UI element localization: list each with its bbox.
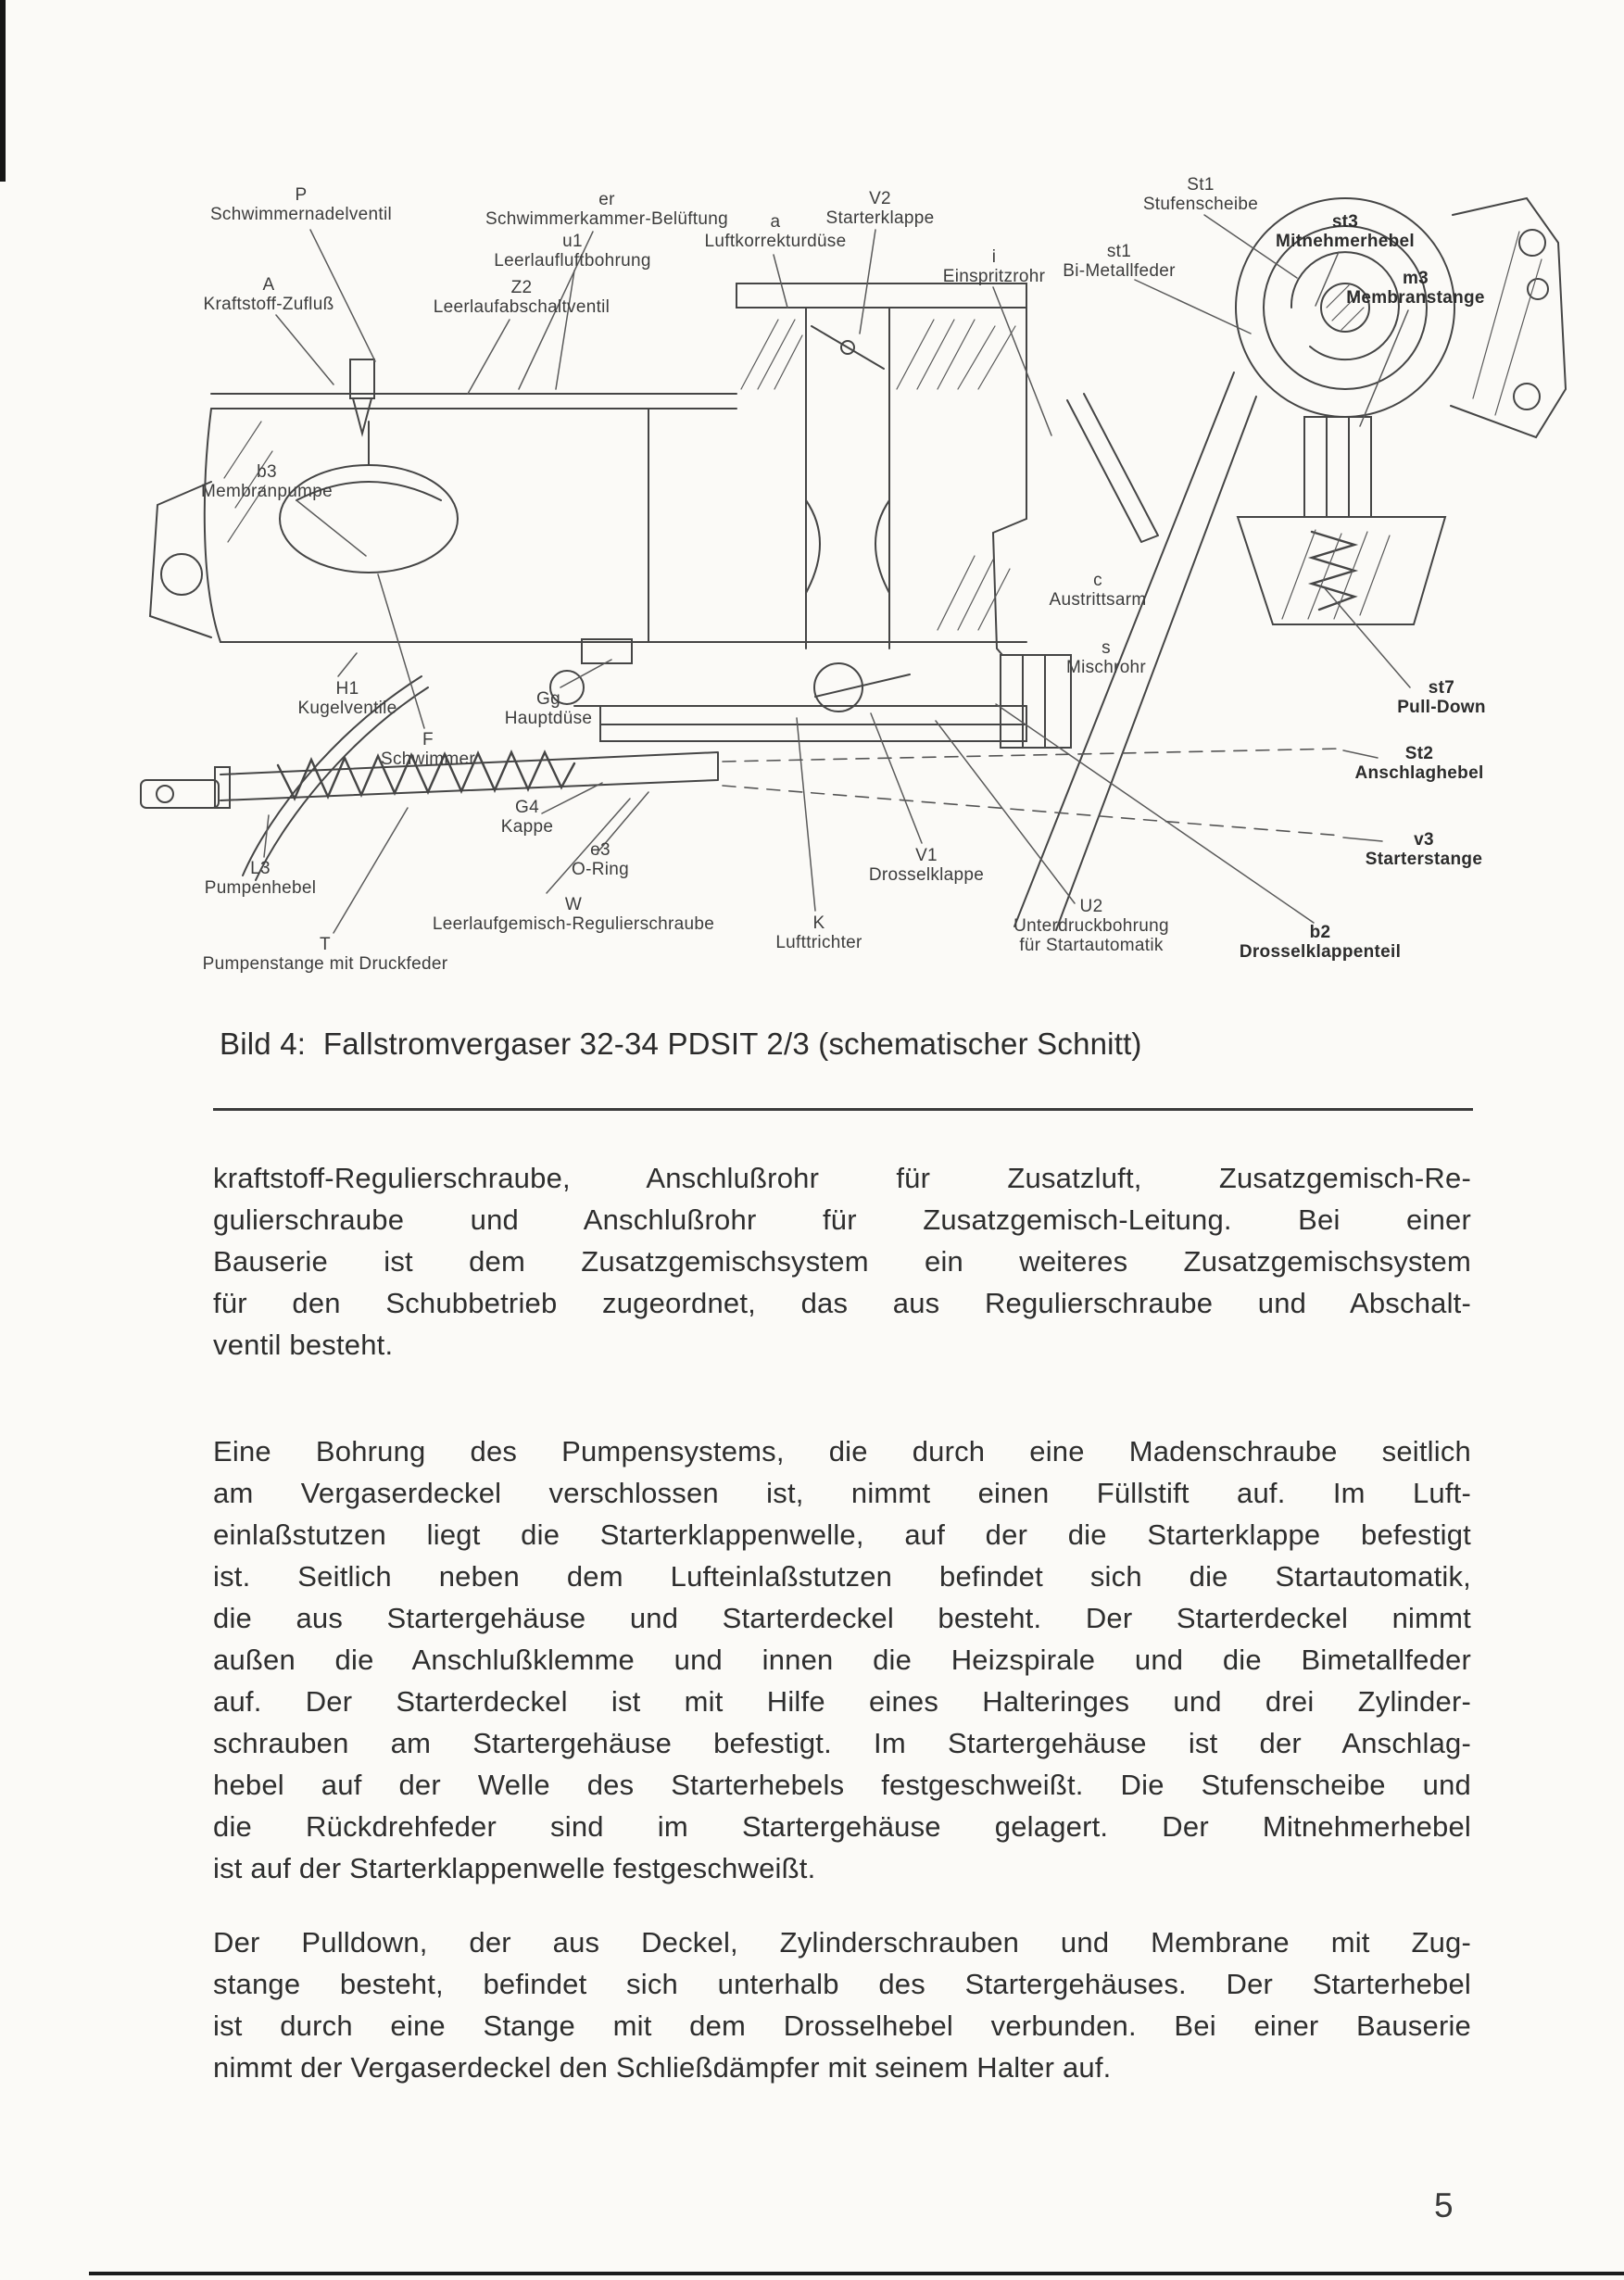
label-membranpumpe — [201, 462, 333, 501]
label-code: st7 — [1428, 678, 1455, 698]
label-name: Starterstange — [1365, 850, 1483, 869]
text-line: nimmt der Vergaserdeckel den Schließdämpfer mit seinem Halter auf. — [213, 2051, 1112, 2084]
label-pull-down — [1397, 678, 1486, 717]
label-name: Unterdruckbohrung — [1013, 916, 1169, 936]
label-hauptduese — [505, 689, 593, 728]
text-line: die Rückdrehfeder sind im Startergehäuse gelagert. Der Mitnehmerhebel — [213, 1810, 1471, 1843]
text-line: stange besteht, befindet sich unterhalb des Startergehäuses. Der Starterhebel — [213, 1968, 1471, 2000]
label-kugelventile — [297, 679, 397, 718]
label-code: U2 — [1079, 897, 1103, 916]
label-name: Pull-Down — [1397, 698, 1486, 717]
label-code: H1 — [335, 679, 359, 699]
label-schwimmer — [381, 730, 475, 769]
label-leerlaufgemisch-regulierschraube — [433, 895, 714, 934]
label-code: st1 — [1106, 242, 1132, 261]
page-number: 5 — [1434, 2186, 1454, 2224]
label-name: Hauptdüse — [504, 709, 593, 728]
label-code: St2 — [1404, 744, 1434, 763]
label-o-ring — [572, 840, 629, 879]
label-name: Kugelventile — [297, 699, 397, 718]
body-text — [213, 1157, 1471, 2088]
label-kraftstoff-zufluss — [204, 275, 334, 314]
label-austrittsarm — [1050, 571, 1147, 610]
label-name: Lufttrichter — [775, 933, 862, 952]
text-line: Bauserie ist dem Zusatzgemischsystem ein weiteres Zusatzgemischsystem — [213, 1245, 1471, 1278]
label-code: A — [262, 275, 275, 295]
label-code: F — [422, 730, 434, 750]
label-name: Kappe — [500, 817, 554, 837]
label-name: O-Ring — [572, 860, 629, 879]
label-name: Kraftstoff-Zufluß — [203, 295, 334, 314]
text-line: gulierschraube und Anschlußrohr für Zusatzgemisch-Leitung. Bei einer — [213, 1203, 1471, 1236]
label-name: Leerlaufgemisch-Regulierschraube — [432, 914, 715, 934]
label-name: Stufenscheibe — [1142, 195, 1259, 214]
label-name: Mitnehmerhebel — [1276, 232, 1415, 251]
label-code: c — [1093, 571, 1102, 590]
label-schwimmernadelventil — [210, 185, 392, 224]
label-code: Gg — [536, 689, 560, 709]
label-leerlaufabschaltventil — [434, 278, 610, 317]
label-drosselklappe — [869, 846, 984, 885]
label-luftkorrekturduese — [705, 212, 847, 251]
label-code: G4 — [515, 798, 539, 817]
label-name: Pumpenhebel — [204, 878, 317, 898]
label-code: W — [564, 895, 583, 914]
label-code: e3 — [590, 840, 611, 860]
label-mischrohr — [1066, 638, 1146, 677]
label-code: s — [1102, 638, 1111, 658]
label-drosselklappenteil — [1240, 923, 1401, 962]
label-name: Leerlaufluftbohrung — [494, 251, 651, 271]
label-anschlaghebel — [1354, 744, 1483, 783]
text-line: ventil besteht. — [213, 1329, 394, 1361]
start-automatic-unit — [1014, 198, 1566, 930]
label-code: st3 — [1331, 212, 1359, 232]
label-name: Luftkorrekturdüse — [704, 232, 847, 251]
paragraph-3 — [213, 1921, 1471, 2088]
text-line: die aus Startergehäuse und Starterdeckel besteht. Der Starterdeckel nimmt — [213, 1602, 1471, 1634]
label-code: V2 — [869, 189, 891, 208]
label-code: m3 — [1402, 269, 1429, 288]
label-code: a — [770, 212, 781, 232]
text-line: kraftstoff-Regulierschraube, Anschlußrohr für Zusatzluft, Zusatzgemisch-Re- — [213, 1162, 1471, 1194]
label-code: i — [991, 247, 997, 267]
label-pumpenstange-mit-druckfeder — [203, 935, 448, 974]
label-code: Z2 — [510, 278, 533, 297]
label-name: Schwimmernadelventil — [209, 205, 393, 224]
figure-bild-4 — [0, 0, 1624, 996]
label-schwimmerkammer-belueftung — [485, 190, 728, 229]
text-line: außen die Anschlußklemme und innen die Heizspirale und die Bimetallfeder — [213, 1644, 1471, 1676]
label-name: Schwimmer — [381, 750, 475, 769]
paragraph-1 — [213, 1157, 1471, 1366]
label-name: Pumpenstange mit Druckfeder — [202, 954, 448, 974]
label-code: T — [320, 935, 331, 954]
label-unterdruckbohrung — [1013, 897, 1169, 955]
text-line: ist durch eine Stange mit dem Drosselhebel verbunden. Bei einer Bauserie — [213, 2009, 1471, 2042]
figure-caption: Bild 4: Fallstromvergaser 32-34 PDSIT 2/3 (schematischer Schnitt) — [220, 1027, 1142, 1061]
label-mitnehmerhebel — [1276, 212, 1415, 251]
label-code: St1 — [1187, 175, 1215, 195]
label-lufttrichter — [775, 913, 862, 952]
label-name: Leerlaufabschaltventil — [433, 297, 611, 317]
scan-edge-artifact — [89, 2272, 1624, 2275]
label-name: Anschlaghebel — [1354, 763, 1484, 783]
label-name: Schwimmerkammer-Belüftung — [485, 209, 728, 229]
paragraph-2 — [213, 1430, 1471, 1889]
label-code: P — [295, 185, 308, 205]
text-line: schrauben am Startergehäuse befestigt. Im Startergehäuse ist der Anschlag- — [213, 1727, 1471, 1759]
label-code: v3 — [1414, 830, 1434, 850]
text-line: einlaßstutzen liegt die Starterklappenwelle, auf der die Starterklappe befestigt — [213, 1518, 1471, 1551]
label-name: Bi-Metallfeder — [1063, 261, 1176, 281]
text-line: am Vergaserdeckel verschlossen ist, nimmt einen Füllstift auf. Im Luft- — [213, 1477, 1471, 1509]
section-hatching — [224, 232, 1542, 630]
text-line: hebel auf der Welle des Starterhebels festgeschweißt. Die Stufenscheibe und — [213, 1769, 1471, 1801]
label-name: Drosselklappe — [868, 865, 985, 885]
text-line: Der Pulldown, der aus Deckel, Zylinderschrauben und Membrane mit Zug- — [213, 1926, 1471, 1959]
label-code: er — [598, 190, 615, 209]
text-line: für den Schubbetrieb zugeordnet, das aus Regulierschraube und Abschalt- — [213, 1287, 1471, 1319]
label-name: Starterklappe — [825, 208, 935, 228]
label-code: b3 — [257, 462, 277, 482]
text-line: ist. Seitlich neben dem Lufteinlaßstutzen befindet sich die Startautomatik, — [213, 1560, 1471, 1593]
label-name: Mischrohr — [1065, 658, 1147, 677]
label-leader-lines — [264, 215, 1410, 933]
label-starterstange — [1366, 830, 1482, 869]
dashed-leader-lines — [723, 749, 1341, 836]
label-code: K — [812, 913, 825, 933]
label-name: Austrittsarm — [1049, 590, 1147, 610]
text-line: Eine Bohrung des Pumpensystems, die durch eine Madenschraube seitlich — [213, 1435, 1471, 1468]
label-pumpenhebel — [205, 859, 317, 898]
label-name: Einspritzrohr — [942, 267, 1046, 286]
label-membranstange — [1346, 269, 1485, 308]
text-line: ist auf der Starterklappenwelle festgeschweißt. — [213, 1852, 816, 1884]
label-stufenscheibe — [1143, 175, 1258, 214]
label-code: u1 — [562, 232, 583, 251]
label-code: b2 — [1309, 923, 1331, 942]
label-leerlaufluftbohrung — [494, 232, 650, 271]
label-name: Membranpumpe — [201, 482, 333, 501]
label-name: Drosselklappenteil — [1239, 942, 1402, 962]
label-kappe — [501, 798, 553, 837]
label-code: L3 — [250, 859, 271, 878]
label-bi-metallfeder — [1063, 242, 1175, 281]
carburetor-body — [150, 283, 1158, 748]
label-code: V1 — [915, 846, 938, 865]
label-starterklappe — [826, 189, 935, 228]
text-line: auf. Der Starterdeckel ist mit Hilfe eines Halteringes und drei Zylinder- — [213, 1685, 1471, 1718]
label-name: Membranstange — [1346, 288, 1485, 308]
label-einspritzrohr — [943, 247, 1046, 286]
divider — [213, 1108, 1473, 1111]
label-name: für Startautomatik — [1019, 936, 1164, 955]
